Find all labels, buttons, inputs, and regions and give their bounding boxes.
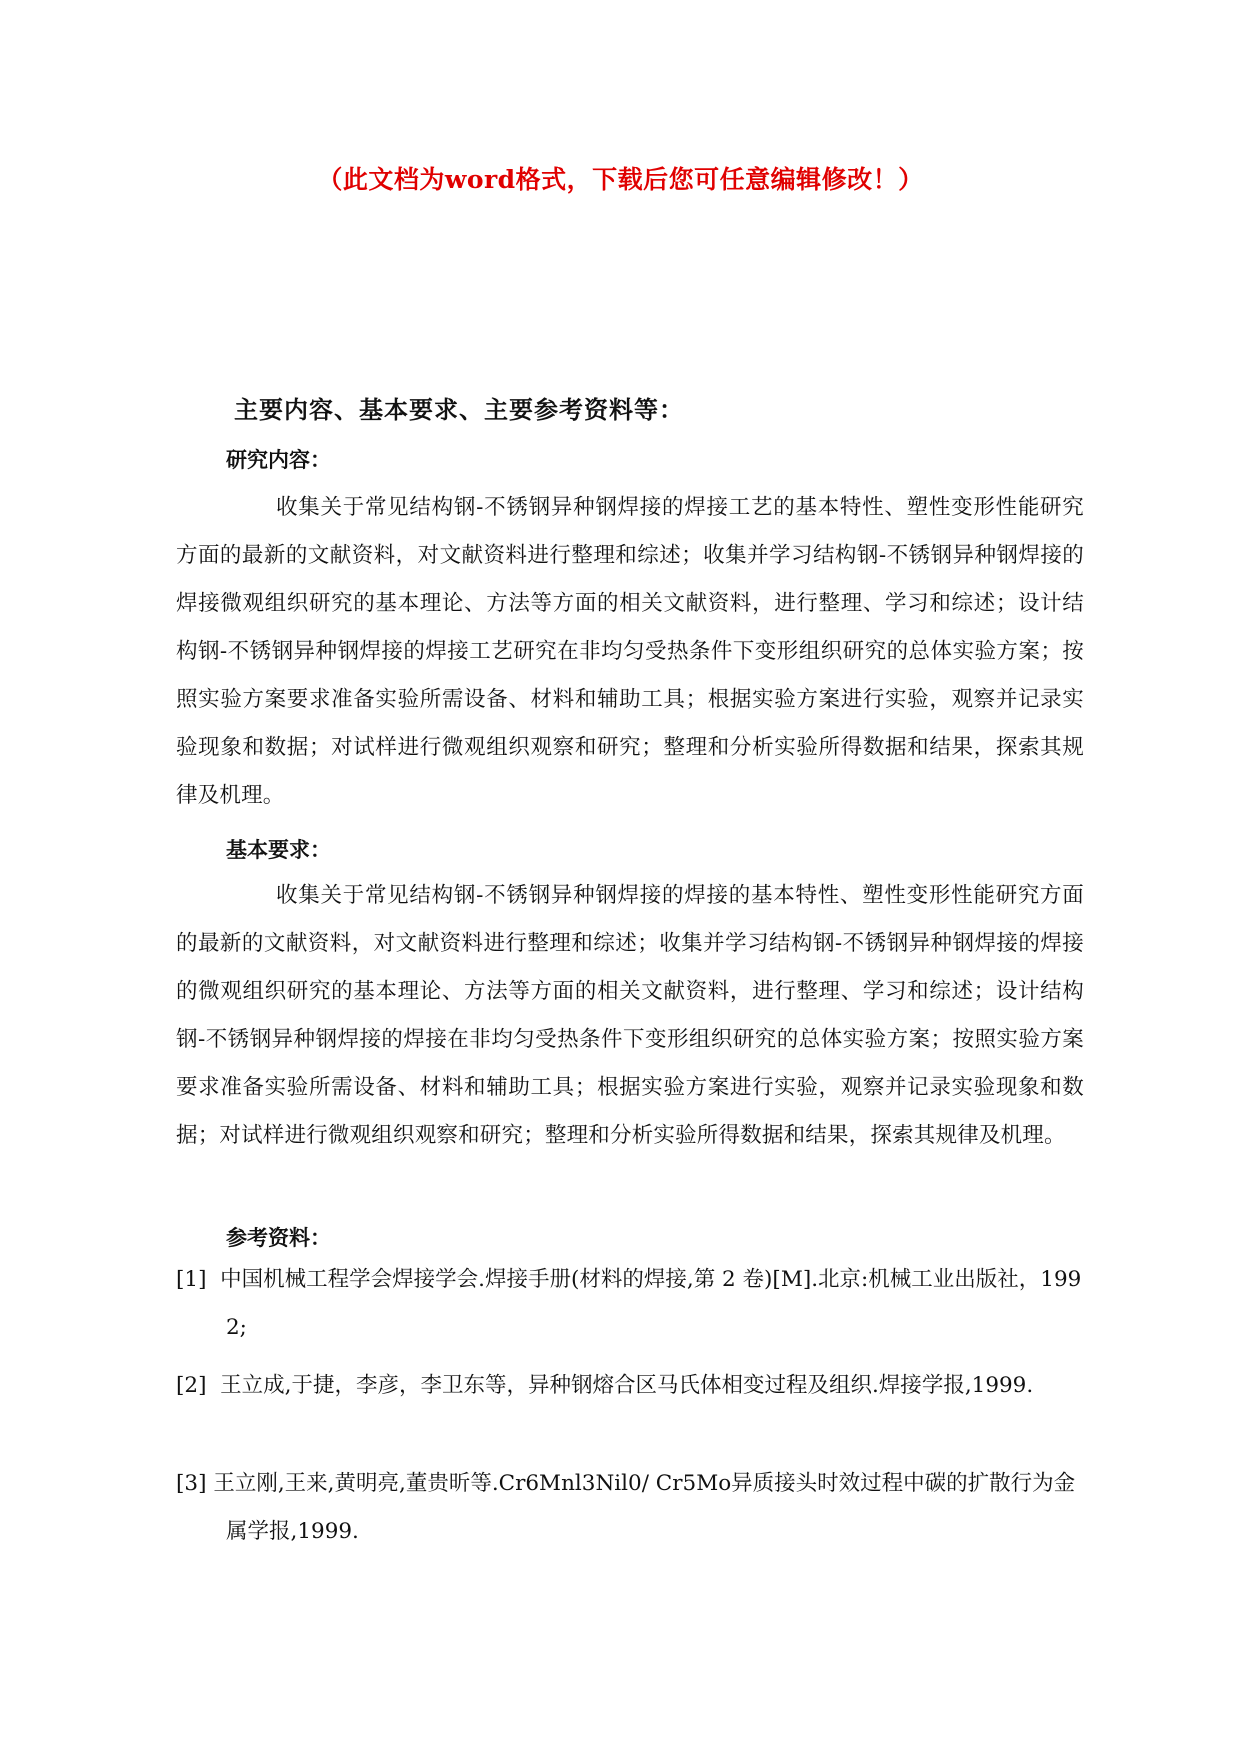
reference-text: 王立刚,王来,黄明亮,董贵昕等.Cr6Mnl3Nil0/ Cr5Mo异质接头时效过程中碳的扩散行为金属学报,1999. — [213, 1471, 1076, 1544]
research-paragraph: 收集关于常见结构钢-不锈钢异种钢焊接的焊接工艺的基本特性、塑性变形性能研究方面的最新的文献资料，对文献资料进行整理和综述；收集并学习结构钢-不锈钢异种钢焊接的焊接微观组织研究的基本理论、方法等方面的相关文献资料，进行整理、学习和综述；设计结构钢-不锈钢异种钢焊接的焊接工艺研究在非均匀受热条件下变形组织研究的总体实验方案；按照实验方案要求准备实验所需设备、材料和辅助工具；根据实验方案进行实验，观察并记录实验现象和数据；对试样进行微观组织观察和研究；整理和分析实验所得数据和结果，探索其规律及机理。 — [176, 495, 1084, 808]
reference-number: [3] — [176, 1471, 207, 1496]
reference-item-2 — [176, 1362, 1084, 1410]
requirements-paragraph: 收集关于常见结构钢-不锈钢异种钢焊接的焊接的基本特性、塑性变形性能研究方面的最新的文献资料，对文献资料进行整理和综述；收集并学习结构钢-不锈钢异种钢焊接的焊接的微观组织研究的基本理论、方法等方面的相关文献资料，进行整理、学习和综述；设计结构钢-不锈钢异种钢焊接的焊接在非均匀受热条件下变形组织研究的总体实验方案；按照实验方案要求准备实验所需设备、材料和辅助工具；根据实验方案进行实验，观察并记录实验现象和数据；对试样进行微观组织观察和研究；整理和分析实验所得数据和结果，探索其规律及机理。 — [176, 883, 1084, 1148]
reference-item-1 — [176, 1256, 1084, 1352]
references-heading: 参考资料： — [226, 1225, 331, 1250]
research-heading: 研究内容： — [226, 447, 331, 472]
reference-number: [1] — [176, 1267, 207, 1292]
reference-number: [2] — [176, 1373, 207, 1398]
reference-text: 王立成,于捷，李彦，李卫东等，异种钢熔合区马氏体相变过程及组织.焊接学报,1999. — [220, 1373, 1034, 1398]
editable-notice: （此文档为word格式，下载后您可任意编辑修改！） — [317, 165, 924, 194]
reference-text: 中国机械工程学会焊接学会.焊接手册(材料的焊接,第 2 卷)[M].北京:机械工业出版社，1992; — [220, 1267, 1082, 1340]
main-heading: 主要内容、基本要求、主要参考资料等： — [234, 395, 684, 424]
reference-item-3 — [176, 1460, 1084, 1556]
requirements-heading: 基本要求： — [226, 837, 331, 862]
